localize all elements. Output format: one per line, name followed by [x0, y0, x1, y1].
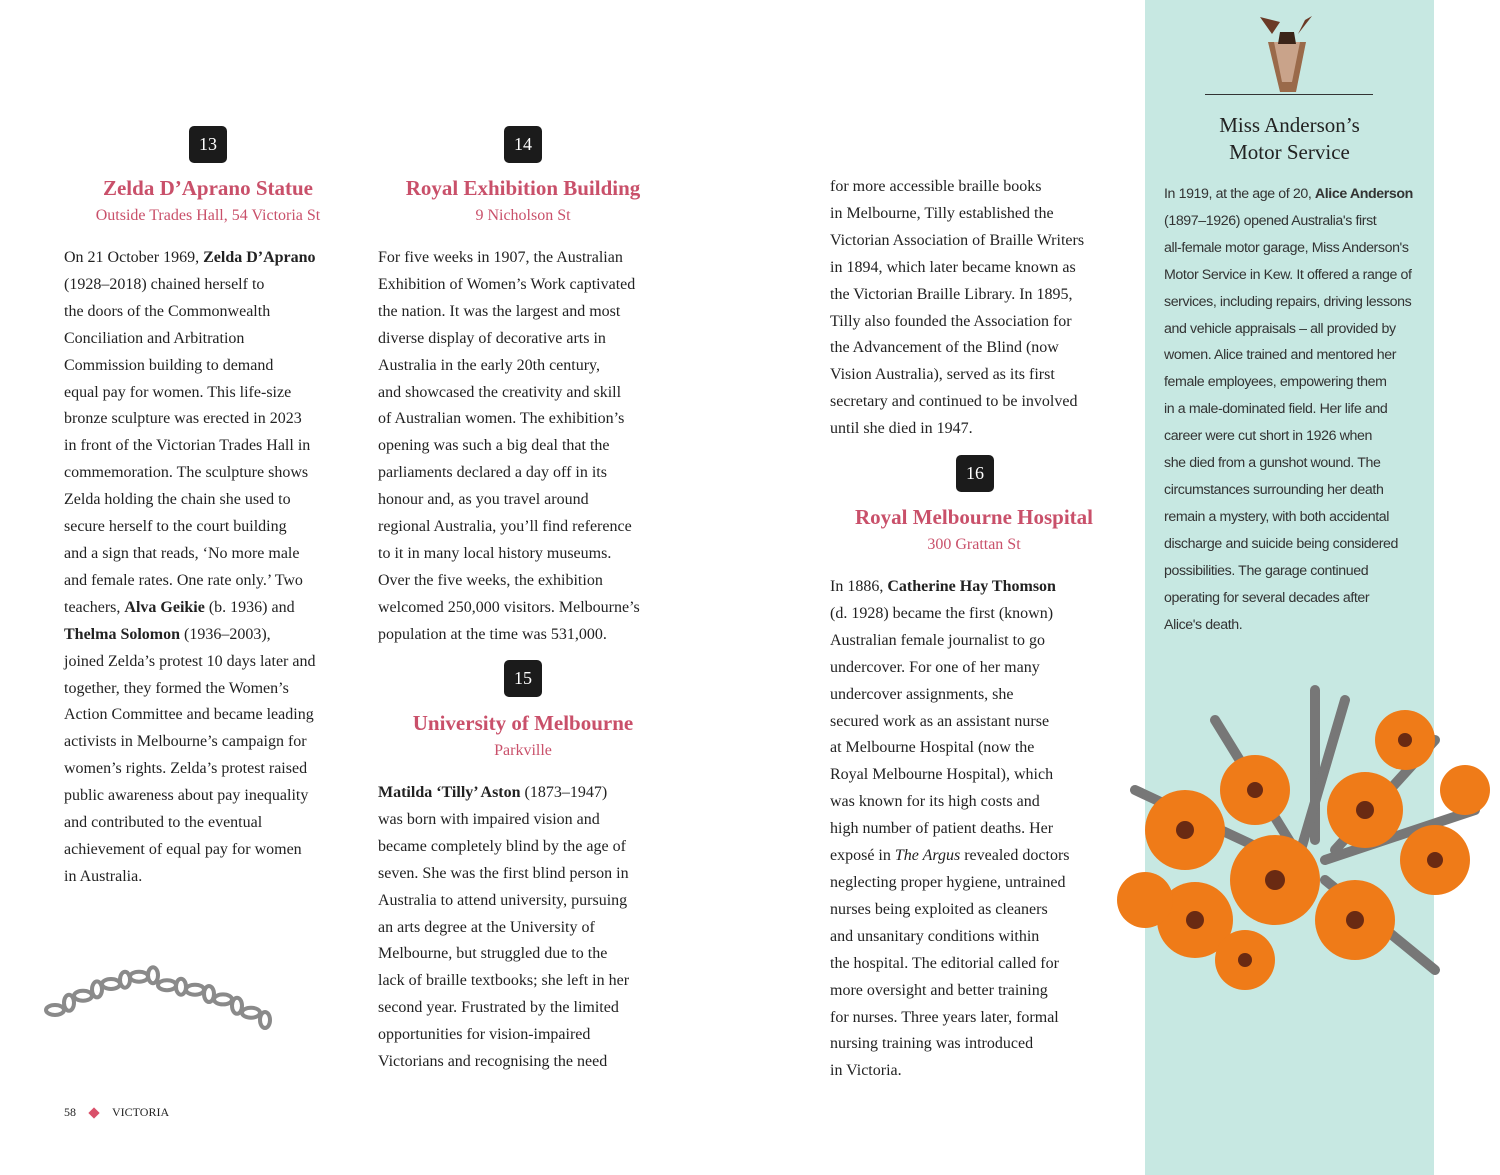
text-segment: operating for several decades after: [1164, 589, 1370, 606]
text-segment: nurses being exploited as cleaners: [830, 900, 1048, 918]
text-segment: in Victoria.: [830, 1062, 902, 1080]
text-line: [1164, 235, 1413, 262]
text-segment: in Melbourne, Tilly established the: [830, 204, 1054, 222]
text-segment: and female rates. One rate only.’ Two: [64, 571, 303, 589]
text-segment: bronze sculpture was erected in 2023: [64, 410, 302, 428]
text-line: [830, 601, 1070, 628]
text-segment: welcomed 250,000 visitors. Melbourne’s: [378, 598, 640, 616]
entry-title: Royal Exhibition Building: [405, 176, 641, 200]
chain-link: [102, 979, 120, 989]
text-segment: of Australian women. The exhibition’s: [378, 410, 625, 428]
entry-body-continued: [830, 174, 1084, 443]
text-segment: possibilities. The garage continued: [1164, 562, 1369, 579]
text-segment: equal pay for women. This life-size: [64, 383, 292, 401]
text-line: [830, 1058, 1070, 1085]
text-segment: Exhibition of Women’s Work captivated: [378, 275, 636, 293]
text-line: [378, 968, 629, 995]
text-line: [378, 1022, 629, 1049]
text-line: [64, 299, 316, 326]
text-line: [378, 380, 640, 407]
text-line: [830, 709, 1070, 736]
text-segment: and a sign that reads, ‘No more male: [64, 544, 300, 562]
text-segment: population at the time was 531,000.: [378, 625, 607, 643]
text-line: [1164, 342, 1413, 369]
text-segment: for nurses. Three years later, formal: [830, 1008, 1059, 1026]
text-segment: Motor Service in Kew. It offered a range of: [1164, 266, 1412, 283]
entry-address: 300 Grattan St: [927, 536, 1021, 553]
text-segment: in 1894, which later became known as: [830, 258, 1076, 276]
text-line: [64, 756, 316, 783]
text-line: [830, 897, 1070, 924]
chain-link: [242, 1008, 260, 1018]
text-line: [1164, 208, 1413, 235]
text-segment: In 1919, at the age of 20,: [1164, 186, 1315, 202]
text-line: [830, 1031, 1070, 1058]
text-line: [830, 174, 1084, 201]
text-line: [64, 729, 316, 756]
text-line: [378, 541, 640, 568]
text-segment: seven. She was the first blind person in: [378, 864, 629, 882]
entry-number-badge: 14: [504, 126, 542, 163]
text-line: [378, 888, 629, 915]
text-line: [378, 245, 640, 272]
text-line: [830, 655, 1070, 682]
entry-address: 9 Nicholson St: [475, 207, 571, 224]
text-segment: was known for its high costs and: [830, 793, 1040, 811]
text-segment: all-female motor garage, Miss Anderson's: [1164, 239, 1409, 256]
text-segment: to it in many local history museums.: [378, 544, 612, 562]
text-segment: neglecting proper hygiene, untrained: [830, 873, 1066, 891]
text-segment: revealed doctors: [960, 847, 1070, 865]
text-segment: and showcased the creativity and skill: [378, 383, 622, 401]
text-line: [830, 201, 1084, 228]
text-line: [1164, 262, 1413, 289]
text-line: [64, 837, 316, 864]
text-segment: high number of patient deaths. Her: [830, 820, 1054, 838]
page-footer: [64, 1105, 169, 1120]
text-segment: and contributed to the eventual: [64, 814, 263, 832]
text-segment: Alice's death.: [1164, 616, 1243, 633]
text-segment: Vision Australia), served as its first: [830, 366, 1055, 384]
text-segment: achievement of equal pay for women: [64, 840, 302, 858]
text-segment: the hospital. The editorial called for: [830, 954, 1059, 972]
text-segment: teachers,: [64, 598, 125, 616]
text-line: [64, 702, 316, 729]
text-segment: (d. 1928) became the first (known): [830, 604, 1054, 622]
text-segment: in front of the Victorian Trades Hall in: [64, 437, 311, 455]
text-line: [1164, 369, 1413, 396]
text-segment: secure herself to the court building: [64, 518, 287, 536]
text-line: [64, 245, 316, 272]
text-line: [830, 870, 1070, 897]
text-line: [64, 541, 316, 568]
chain-link: [260, 1012, 270, 1028]
text-segment: Commission building to demand: [64, 356, 274, 374]
text-line: [830, 389, 1084, 416]
text-line: [830, 416, 1084, 443]
entry-title: Zelda D’Aprano Statue: [102, 176, 313, 200]
entry-address: Outside Trades Hall, 54 Victoria St: [95, 207, 321, 224]
text-segment: opportunities for vision-impaired: [378, 1026, 591, 1044]
text-line: [830, 362, 1084, 389]
text-line: [1164, 612, 1413, 639]
text-line: [830, 228, 1084, 255]
text-segment: (1928–2018) chained herself to: [64, 275, 265, 293]
text-segment: opening was such a big deal that the: [378, 437, 610, 455]
text-line: [378, 995, 629, 1022]
chain-link: [74, 991, 92, 1001]
text-segment: was born with impaired vision and: [378, 810, 600, 828]
text-line: [1164, 181, 1413, 208]
text-segment: and unsanitary conditions within: [830, 927, 1040, 945]
text-segment: until she died in 1947.: [830, 420, 973, 438]
sidebar-body: [1164, 181, 1413, 638]
text-segment: Australian female journalist to go: [830, 631, 1046, 649]
text-segment: became completely blind by the age of: [378, 837, 626, 855]
text-line: [378, 326, 640, 353]
text-line: [378, 406, 640, 433]
text-segment: circumstances surrounding her death: [1164, 481, 1384, 498]
text-line: [378, 595, 640, 622]
text-segment: (1897–1926) opened Australia's first: [1164, 212, 1377, 229]
text-segment: exposé in: [830, 847, 895, 865]
text-segment: Tilly also founded the Association for: [830, 312, 1072, 330]
entry-body: [830, 574, 1070, 1085]
text-line: [830, 978, 1070, 1005]
text-line: [1164, 423, 1413, 450]
text-line: [830, 682, 1070, 709]
text-line: [830, 255, 1084, 282]
text-segment: (1936–2003),: [180, 625, 271, 643]
text-line: [830, 574, 1070, 601]
text-segment: together, they formed the Women’s: [64, 679, 289, 697]
entry-number-badge: 13: [189, 126, 227, 163]
text-segment: honour and, as you travel around: [378, 491, 589, 509]
text-line: [378, 568, 640, 595]
text-line: [378, 622, 640, 649]
text-segment: the nation. It was the largest and most: [378, 302, 621, 320]
chain-link: [46, 1005, 64, 1015]
text-line: [1164, 396, 1413, 423]
text-line: [830, 309, 1084, 336]
text-line: [64, 568, 316, 595]
person-name: Alva Geikie: [124, 598, 205, 616]
entry-body: [378, 780, 629, 1076]
entry-title: University of Melbourne: [412, 711, 634, 735]
text-line: [1164, 450, 1413, 477]
text-line: [378, 514, 640, 541]
chain-link: [120, 972, 130, 988]
text-line: [64, 676, 316, 703]
text-segment: at Melbourne Hospital (now the: [830, 739, 1035, 757]
text-line: [830, 335, 1084, 362]
text-segment: (1873–1947): [520, 784, 608, 801]
text-segment: female employees, empowering them: [1164, 374, 1387, 391]
text-line: [64, 460, 316, 487]
entry-number-badge: 15: [504, 660, 542, 697]
entry-number-badge: 16: [956, 455, 994, 492]
text-segment: Zelda holding the chain she used to: [64, 491, 291, 509]
text-segment: services, including repairs, driving lessons: [1164, 293, 1412, 310]
text-segment: joined Zelda’s protest 10 days later and: [64, 652, 316, 670]
person-name: Thelma Solomon: [64, 625, 181, 643]
chain-link: [158, 980, 176, 990]
person-name: Zelda D’Aprano: [203, 249, 316, 266]
text-segment: Australia in the early 20th century,: [378, 356, 600, 374]
text-segment: Over the five weeks, the exhibition: [378, 571, 603, 589]
text-segment: secretary and continued to be involved: [830, 393, 1078, 411]
text-line: [378, 807, 629, 834]
figure-illustration: [1250, 12, 1325, 94]
text-line: [64, 487, 316, 514]
chain-link: [214, 994, 232, 1004]
text-line: [1164, 477, 1413, 504]
text-line: [1164, 316, 1413, 343]
text-line: [1164, 289, 1413, 316]
text-line: [64, 326, 316, 353]
text-line: [378, 299, 640, 326]
text-line: [378, 834, 629, 861]
entry-address: Parkville: [494, 742, 552, 759]
sidebar-title-line: Miss Anderson’s: [1219, 113, 1360, 137]
sidebar-title: [1145, 112, 1434, 166]
text-line: [64, 864, 316, 891]
text-segment: parliaments declared a day off in its: [378, 464, 607, 482]
text-segment: discharge and suicide being considered: [1164, 535, 1399, 552]
text-line: [378, 272, 640, 299]
text-line: [378, 861, 629, 888]
text-segment: and vehicle appraisals – all provided by: [1164, 320, 1396, 337]
flowers-and-tools-illustration: [1105, 680, 1500, 1000]
text-line: [378, 1049, 629, 1076]
text-segment: Royal Melbourne Hospital), which: [830, 766, 1054, 784]
text-segment: in Australia.: [64, 867, 143, 885]
publication-name: The Argus: [894, 847, 961, 865]
text-segment: in a male-dominated field. Her life and: [1164, 401, 1388, 418]
text-segment: women’s rights. Zelda’s protest raised: [64, 760, 308, 778]
text-line: [830, 762, 1070, 789]
text-line: [830, 735, 1070, 762]
text-line: [378, 780, 629, 807]
text-segment: the Advancement of the Blind (now: [830, 339, 1059, 357]
page-number: 58: [64, 1105, 76, 1119]
text-line: [378, 433, 640, 460]
text-line: [830, 843, 1070, 870]
text-line: [830, 282, 1084, 309]
entry-body: [378, 245, 640, 649]
text-line: [64, 810, 316, 837]
text-line: [830, 1005, 1070, 1032]
text-segment: activists in Melbourne’s campaign for: [64, 733, 307, 751]
text-segment: undercover assignments, she: [830, 685, 1014, 703]
text-line: [830, 628, 1070, 655]
chain-link: [148, 967, 158, 983]
text-segment: Victorians and recognising the need: [378, 1053, 608, 1071]
text-line: [378, 915, 629, 942]
text-segment: commemoration. The sculpture shows: [64, 464, 309, 482]
text-line: [64, 380, 316, 407]
text-line: [64, 406, 316, 433]
text-segment: On 21 October 1969,: [64, 249, 204, 266]
text-segment: secured work as an assistant nurse: [830, 712, 1050, 730]
section-name: VICTORIA: [112, 1105, 170, 1119]
chain-illustration: [40, 935, 275, 1035]
diamond-icon: [88, 1107, 99, 1118]
text-segment: Melbourne, but struggled due to the: [378, 945, 608, 963]
entry-body: [64, 245, 316, 891]
text-segment: For five weeks in 1907, the Australian: [378, 249, 623, 266]
text-segment: for more accessible braille books: [830, 178, 1042, 195]
chain-link: [176, 979, 186, 995]
text-line: [1164, 531, 1413, 558]
text-segment: the doors of the Commonwealth: [64, 302, 271, 320]
text-line: [830, 951, 1070, 978]
text-segment: Australia to attend university, pursuing: [378, 891, 628, 909]
text-segment: Victorian Association of Braille Writers: [830, 231, 1085, 249]
text-line: [830, 816, 1070, 843]
text-segment: second year. Frustrated by the limited: [378, 999, 619, 1017]
chain-link: [186, 985, 204, 995]
text-line: [64, 649, 316, 676]
text-segment: women. Alice trained and mentored her: [1164, 347, 1397, 364]
text-segment: remain a mystery, with both accidental: [1164, 508, 1390, 525]
text-segment: lack of braille textbooks; she left in her: [378, 972, 630, 990]
text-segment: an arts degree at the University of: [378, 918, 595, 936]
person-name: Alice Anderson: [1314, 186, 1413, 202]
text-line: [64, 433, 316, 460]
text-segment: the Victorian Braille Library. In 1895,: [830, 285, 1073, 303]
text-segment: career were cut short in 1926 when: [1164, 428, 1373, 445]
text-segment: Action Committee and became leading: [64, 706, 314, 724]
text-segment: (b. 1936) and: [204, 598, 295, 616]
entry-title: Royal Melbourne Hospital: [854, 505, 1093, 529]
text-segment: undercover. For one of her many: [830, 658, 1040, 676]
text-segment: diverse display of decorative arts in: [378, 329, 606, 347]
text-segment: more oversight and better training: [830, 981, 1048, 999]
text-line: [378, 460, 640, 487]
text-segment: In 1886,: [830, 578, 888, 595]
text-segment: nursing training was introduced: [830, 1035, 1034, 1053]
text-line: [64, 622, 316, 649]
text-line: [64, 272, 316, 299]
text-segment: regional Australia, you’ll find reference: [378, 518, 632, 536]
chain-link: [130, 972, 148, 982]
text-line: [830, 924, 1070, 951]
sidebar-title-line: Motor Service: [1229, 140, 1350, 164]
text-line: [378, 353, 640, 380]
text-line: [64, 353, 316, 380]
person-name: Matilda ‘Tilly’ Aston: [378, 784, 521, 801]
text-line: [830, 789, 1070, 816]
text-line: [1164, 504, 1413, 531]
text-line: [64, 783, 316, 810]
text-segment: Conciliation and Arbitration: [64, 329, 245, 347]
sidebar-divider: [1205, 94, 1373, 95]
text-line: [1164, 585, 1413, 612]
text-line: [378, 487, 640, 514]
text-line: [64, 595, 316, 622]
text-line: [1164, 558, 1413, 585]
text-line: [378, 941, 629, 968]
text-segment: she died from a gunshot wound. The: [1164, 455, 1381, 472]
text-line: [64, 514, 316, 541]
text-segment: public awareness about pay inequality: [64, 787, 309, 805]
person-name: Catherine Hay Thomson: [887, 578, 1056, 595]
